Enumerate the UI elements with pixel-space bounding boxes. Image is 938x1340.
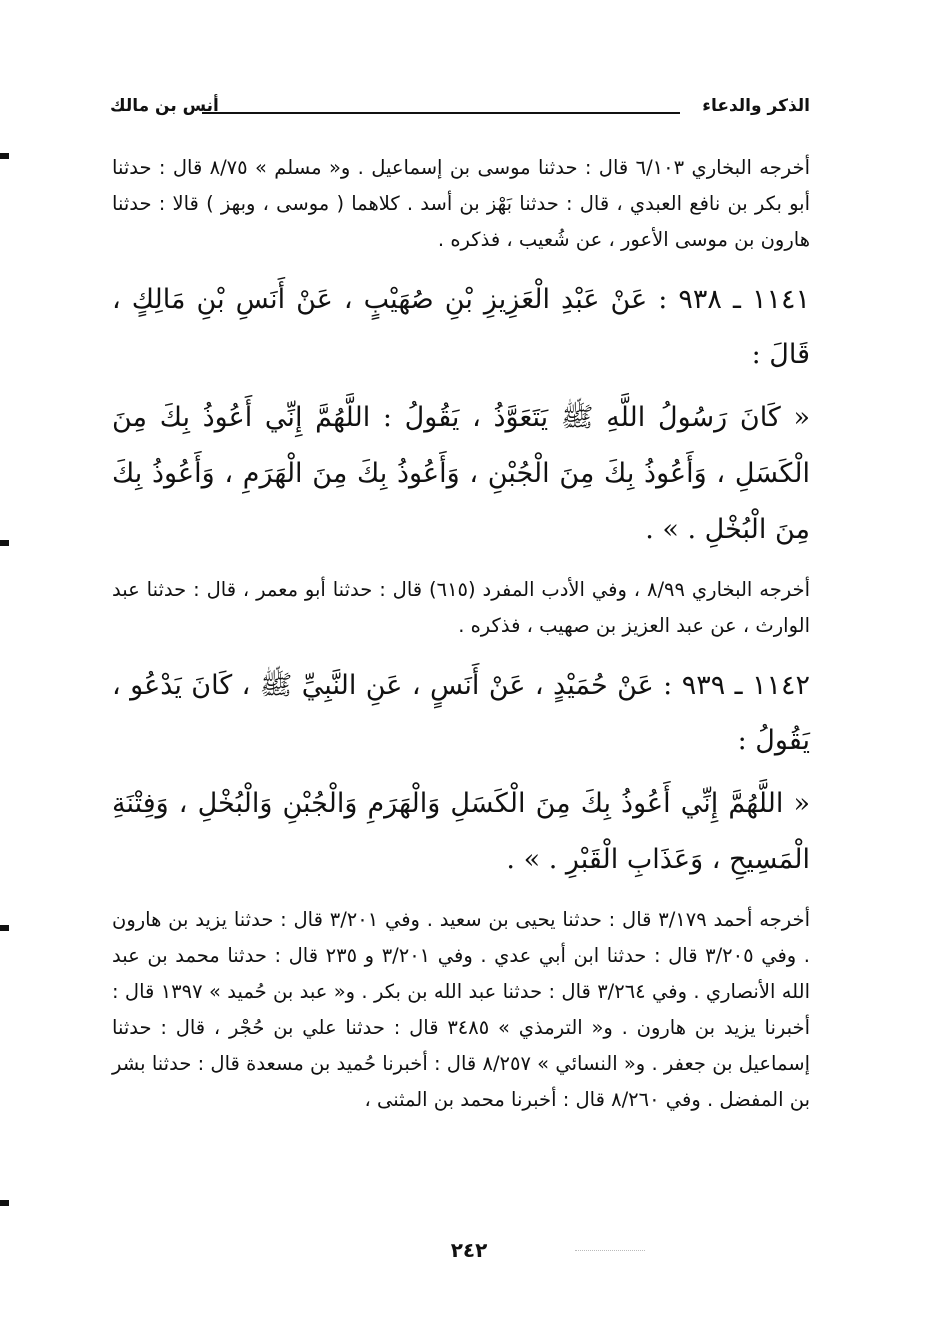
- takhrij-note-1: أخرجه البخاري ٦/١٠٣ قال : حدثنا موسى بن إسماعيل . و« مسلم » ٨/٧٥ قال : حدثنا أبو بكر بن نافع العبدي ، قال : حدثنا بَهْز بن أسد . كلاهما ( موسى ، وبهز ) قالا : حدثنا هارون بن موسى الأعور ، عن شُعيب ، فذكره .: [112, 156, 811, 251]
- takhrij-note-2: أخرجه البخاري ٨/٩٩ ، وفي الأدب المفرد (٦١٥) قال : حدثنا أبو معمر ، قال : حدثنا عبد الوارث ، عن عبد العزيز بن صهيب ، فذكره .: [112, 578, 810, 637]
- margin-mark: [0, 153, 9, 159]
- header-rule: [202, 112, 680, 114]
- page-number: ٢٤٢: [450, 1238, 488, 1262]
- running-header: [110, 96, 810, 122]
- takhrij-note-3: أخرجه أحمد ٣/١٧٩ قال : حدثنا يحيى بن سعيد . وفي ٣/٢٠١ قال : حدثنا يزيد بن هارون . وفي ٣/٢٠٥ قال : حدثنا ابن أبي عدي . وفي ٣/٢٠١ و ٢٣٥ قال : حدثنا محمد بن عبد الله الأنصاري . وفي ٣/٢٦٤ قال : حدثنا عبد الله بن بكر . و« عبد بن حُميد » ١٣٩٧ قال : أخبرنا يزيد بن هارون . و« الترمذي » ٣٤٨٥ قال : حدثنا علي بن حُجْر ، قال : حدثنا إسماعيل بن جعفر . و« النسائي » ٨/٢٥٧ قال : أخبرنا حُميد بن مسعدة قال : حدثنا بشر بن المفضل . وفي ٨/٢٦٠ قال : أخبرنا محمد بن المثنى ،: [112, 908, 811, 1111]
- margin-mark: [0, 1200, 9, 1206]
- margin-mark: [0, 925, 9, 931]
- hadith-1141-matn: « كَانَ رَسُولُ اللَّهِ ﷺ يَتَعَوَّذُ ، يَقُولُ : اللَّهُمَّ إِنِّي أَعُوذُ بِكَ مِنَ الْكَسَلِ ، وَأَعُوذُ بِكَ مِنَ الْجُبْنِ ، وَأَعُوذُ بِكَ مِنَ الْهَرَمِ ، وَأَعُوذُ بِكَ مِنَ الْبُخْلِ . » .: [112, 402, 810, 545]
- hadith-1141-isnad: ١١٤١ ـ ٩٣٨ : عَنْ عَبْدِ الْعَزِيزِ بْنِ صُهَيْبٍ ، عَنْ أَنَسِ بْنِ مَالِكٍ ، قَالَ :: [112, 284, 810, 370]
- scan-artifact: [575, 1250, 645, 1251]
- hadith-1142-isnad: ١١٤٢ ـ ٩٣٩ : عَنْ حُمَيْدٍ ، عَنْ أَنَسٍ ، عَنِ النَّبِيِّ ﷺ ، كَانَ يَدْعُو ، يَقُولُ :: [112, 670, 810, 756]
- header-chapter-title: الذكر والدعاء: [702, 96, 810, 116]
- hadith-1142-matn: « اللَّهُمَّ إِنِّي أَعُوذُ بِكَ مِنَ الْكَسَلِ وَالْهَرَمِ وَالْجُبْنِ وَالْبُخْلِ ، وَفِتْنَةِ الْمَسِيحِ ، وَعَذَابِ الْقَبْرِ . » .: [112, 788, 810, 875]
- header-section-title: أنس بن مالك: [110, 96, 219, 116]
- page-content: [112, 150, 810, 1132]
- margin-mark: [0, 540, 9, 546]
